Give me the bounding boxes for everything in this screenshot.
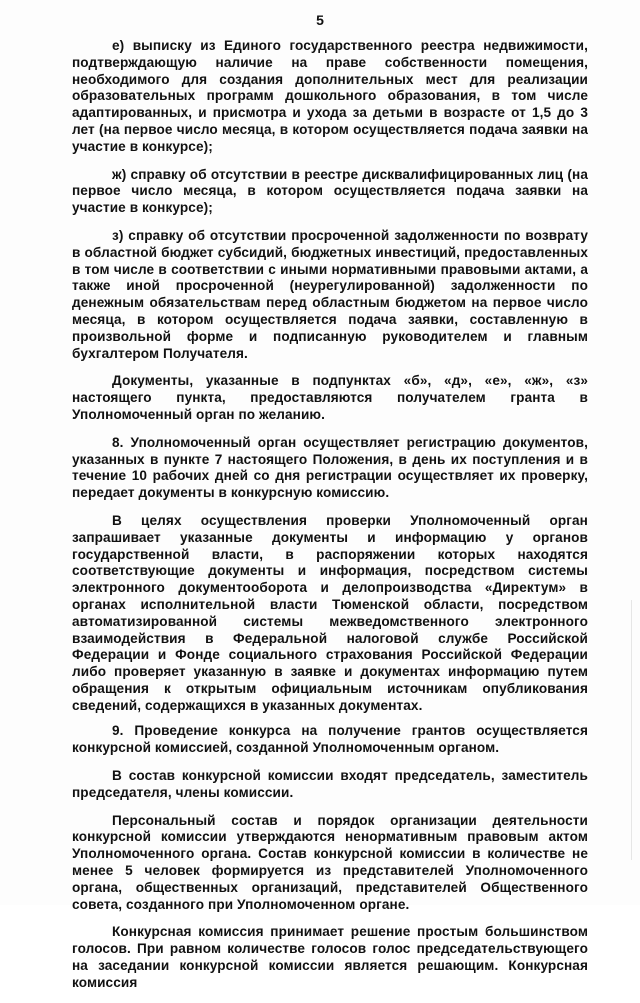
paragraph-item-8: 8. Уполномоченный орган осуществляет регистрацию документов, указанных в пункте 7 настоящего Положения, в день их поступления и в течение 10 рабочих дней со дня регистрации осуществляет их проверку, передает документы в конкурсную комиссию.	[72, 434, 588, 501]
paragraph-commission-decision: Конкурсная комиссия принимает решение простым большинством голосов. При равном количестве голосов голос председательствующего на заседании конкурсной комиссии является решающим. Конкурсная комиссия	[72, 924, 588, 990]
paragraph-z: з) справку об отсутствии просроченной задолженности по возврату в областной бюджет субсидий, бюджетных инвестиций, предоставленных в том числе в соответствии с иными нормативными правовыми актами, а также иной просроченной (неурегулированной) задолженности по денежным обязательствам перед областным бюджетом на первое число месяца, в котором осуществляется подача заявки, составленную в произвольной форме и подписанную руководителем и главным бухгалтером Получателя.	[72, 227, 588, 361]
paragraph-documents-note: Документы, указанные в подпунктах «б», «д», «е», «ж», «з» настоящего пункта, предоставляются получателем гранта в Уполномоченный орган по желанию.	[72, 373, 588, 422]
paragraph-commission-composition: В состав конкурсной комиссии входят председатель, заместитель председателя, члены комиссии.	[72, 768, 588, 800]
paragraph-item-9: 9. Проведение конкурса на получение грантов осуществляется конкурсной комиссией, созданной Уполномоченным органом.	[72, 723, 588, 756]
scan-edge-line	[631, 600, 632, 860]
paragraph-e: е) выписку из Единого государственного реестра недвижимости, подтверждающую наличие на праве собственности помещения, необходимого для создания дополнительных мест для реализации образовательных программ дошкольного образования, в том числе адаптированных, и присмотра и ухода за детьми в возрасте от 1,5 до 3 лет (на первое число месяца, в котором осуществляется подача заявки на участие в конкурсе);	[72, 38, 588, 154]
paragraph-zh: ж) справку об отсутствии в реестре дисквалифицированных лиц (на первое число месяца, в котором осуществляется подача заявки на участие в конкурсе);	[72, 166, 588, 216]
page-number: 5	[316, 12, 324, 28]
paragraph-commission-personnel: Персональный состав и порядок организации деятельности конкурсной комиссии утверждаются ненормативным правовым актом Уполномоченного органа. Состав конкурсной комиссии в количестве не менее 5 человек формируется из представителей Уполномоченного органа, общественных организаций, представителей Общественного совета, созданного при Уполномоченном органе.	[72, 812, 588, 912]
document-body	[72, 38, 588, 1003]
paragraph-verification: В целях осуществления проверки Уполномоченный орган запрашивает указанные документы и информацию у органов государственной власти, в распоряжении которых находятся соответствующие документы и информация, посредством системы электронного документооборота и делопроизводства «Директум» в органах исполнительной власти Тюменской области, посредством автоматизированной системы межведомственного электронного взаимодействия в Федеральной налоговой службе Российской Федерации и Фонде социального страхования Российской Федерации либо проверяет указанную в заявке и документах информацию путем обращения к открытым официальным источникам опубликования сведений, содержащихся в указанных документах.	[72, 512, 588, 713]
